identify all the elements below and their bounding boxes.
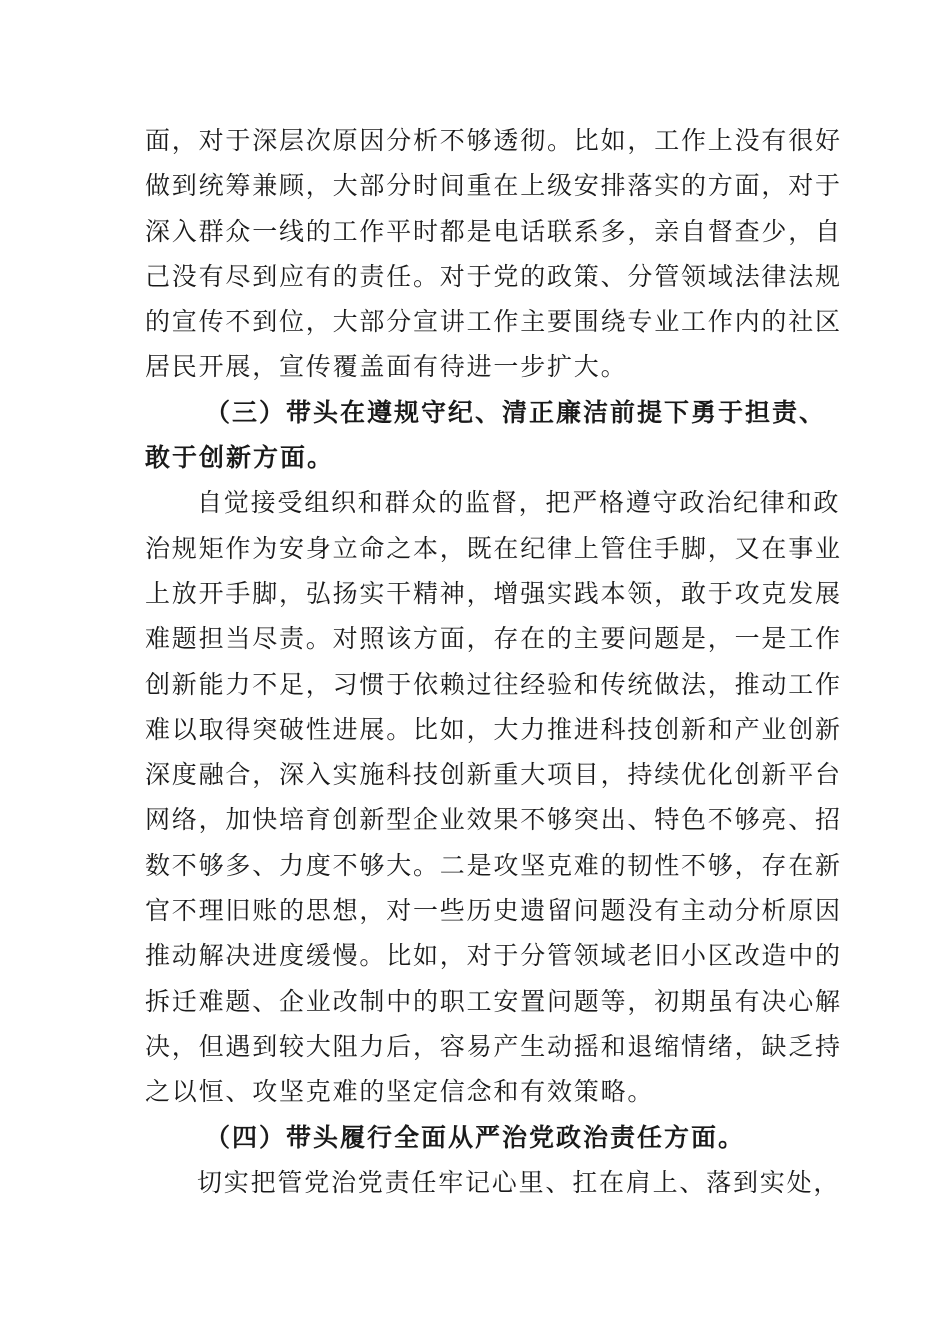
text-line: 上放开手脚，弘扬实干精神，增强实践本领，敢于攻克发展	[145, 578, 842, 608]
section-heading-4	[145, 1115, 815, 1160]
document-body	[145, 118, 842, 1205]
text-line: 数不够多、力度不够大。二是攻坚克难的韧性不够，存在新	[145, 850, 842, 880]
text-line: 己没有尽到应有的责任。对于党的政策、分管领域法律法规	[145, 261, 842, 291]
heading-line: （三）带头在遵规守纪、清正廉洁前提下勇于担责、	[205, 397, 827, 427]
text-line: 之以恒、攻坚克难的坚定信念和有效策略。	[145, 1077, 655, 1107]
text-line: 切实把管党治党责任牢记心里、扛在肩上、落到实处，	[197, 1167, 841, 1197]
section-heading-3	[145, 390, 827, 481]
paragraph-3	[145, 1160, 841, 1205]
paragraph-1	[145, 118, 842, 390]
text-line: 面，对于深层次原因分析不够透彻。比如，工作上没有很好	[145, 126, 842, 155]
text-line: 的宣传不到位，大部分宣讲工作主要围绕专业工作内的社区	[145, 307, 842, 337]
text-line: 官不理旧账的思想，对一些历史遗留问题没有主动分析原因	[145, 896, 842, 926]
heading-line: 敢于创新方面。	[145, 443, 335, 473]
text-line: 难以取得突破性进展。比如，大力推进科技创新和产业创新	[145, 714, 842, 744]
text-line: 难题担当尽责。对照该方面，存在的主要问题是，一是工作	[145, 624, 842, 654]
text-line: 网络，加快培育创新型企业效果不够突出、特色不够亮、招	[145, 805, 842, 835]
text-line: 居民开展，宣传覆盖面有待进一步扩大。	[145, 352, 628, 382]
text-line: 拆迁难题、企业改制中的职工安置问题等，初期虽有决心解	[145, 986, 842, 1016]
text-line: 创新能力不足，习惯于依赖过往经验和传统做法，推动工作	[145, 669, 842, 699]
text-line: 治规矩作为安身立命之本，既在纪律上管住手脚，又在事业	[145, 533, 842, 563]
text-line: 自觉接受组织和群众的监督，把严格遵守政治纪律和政	[197, 488, 841, 518]
paragraph-2	[145, 480, 842, 1114]
text-line: 做到统筹兼顾，大部分时间重在上级安排落实的方面，对于	[145, 171, 842, 201]
text-line: 深度融合，深入实施科技创新重大项目，持续优化创新平台	[145, 760, 842, 790]
text-line: 推动解决进度缓慢。比如，对于分管领域老旧小区改造中的	[145, 941, 842, 971]
text-line: 深入群众一线的工作平时都是电话联系多，亲自督查少，自	[145, 216, 842, 246]
heading-line: （四）带头履行全面从严治党政治责任方面。	[205, 1122, 746, 1152]
text-line: 决，但遇到较大阻力后，容易产生动摇和退缩情绪，缺乏持	[145, 1031, 842, 1061]
